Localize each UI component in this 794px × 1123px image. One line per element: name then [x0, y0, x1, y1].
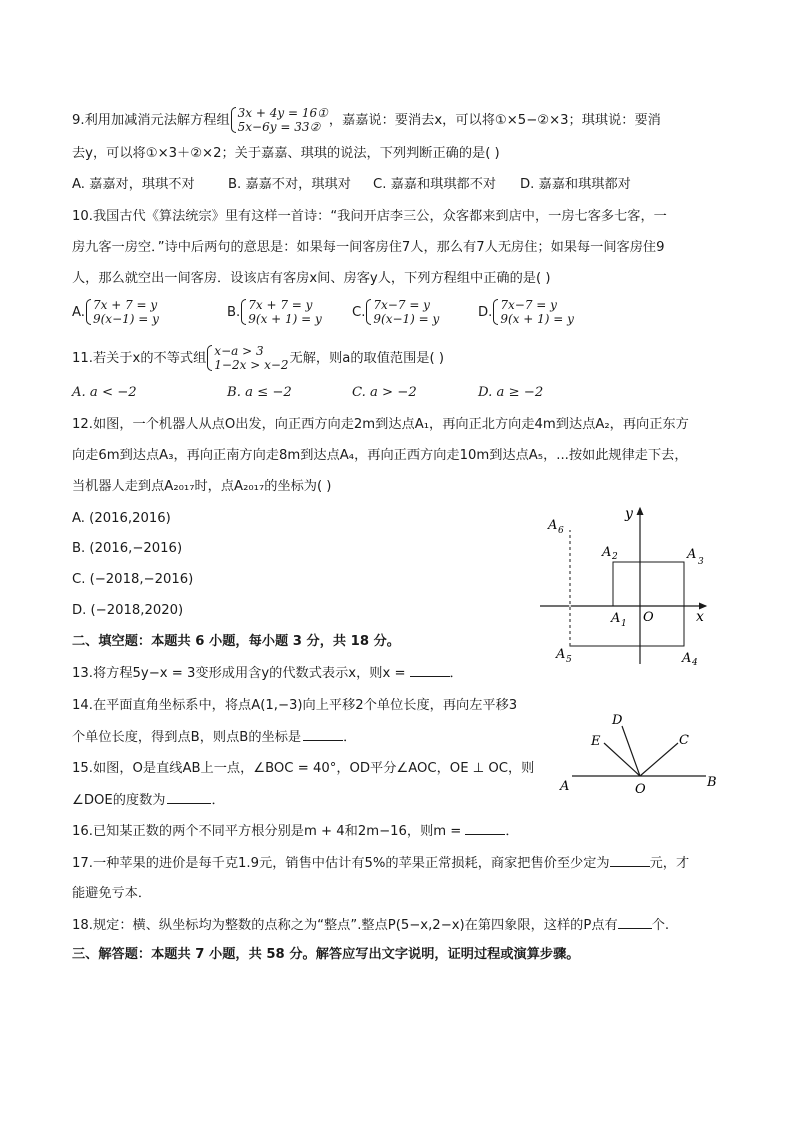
q10-option-a	[72, 298, 160, 326]
q10-option-c-system	[366, 298, 439, 326]
q10-line2: 房九客一房空．”诗中后两句的意思是：如果每一间客房住7人，那么有7人无房住；如果每一间客房住9	[72, 240, 665, 255]
q10-option-d	[478, 298, 575, 326]
label-a3: A	[687, 547, 697, 562]
q11-text2: 无解，则a的取值范围是( )	[289, 351, 444, 366]
q15-line2	[72, 791, 225, 810]
q9-eq2: 5x−6y = 33②	[237, 120, 321, 134]
q9-num: 9.	[72, 113, 85, 128]
q12-option-c: C. (−2018,−2016)	[72, 572, 194, 587]
label-a6: A	[548, 518, 558, 533]
label-a2: A	[602, 545, 612, 560]
q10-option-a-system	[86, 298, 159, 326]
q11-option-a: A. a < −2	[72, 385, 137, 400]
q15-line1: 15.如图，O是直线AB上一点，∠BOC = 40°，OD平分∠AOC，OE ⊥ OC，则	[72, 761, 535, 776]
label-a5-sub: 5	[566, 655, 572, 665]
q14-answer-blank[interactable]	[303, 728, 343, 741]
ray-oc	[640, 743, 678, 776]
label-a1: A	[611, 611, 621, 626]
q11-option-c: C. a > −2	[352, 385, 417, 400]
q10-c-eq2: 9(x−1) = y	[373, 312, 440, 326]
q9-option-d: D. 嘉嘉和琪琪都对	[520, 177, 631, 192]
label-e: E	[591, 734, 601, 749]
q15-text: ∠DOE的度数为	[72, 793, 166, 808]
q10-line3: 人，那么就空出一间客房．设该店有客房x间、房客y人，下列方程组中正确的是( )	[72, 271, 551, 286]
q16-line	[72, 822, 519, 841]
q17-line1	[72, 854, 689, 873]
q18-text: 18.规定：横、纵坐标均为整数的点称之为“整点”.整点P(5−x,2−x)在第四象限，这样的P点有	[72, 918, 618, 933]
q9-option-b: B. 嘉嘉不对，琪琪对	[228, 177, 351, 192]
q10-b-eq2: 9(x + 1) = y	[248, 312, 322, 326]
q12-option-b: B. (2016,−2016)	[72, 541, 183, 556]
q18-end: 个.	[651, 918, 670, 933]
q9-equation-system	[231, 106, 328, 134]
q16-answer-blank[interactable]	[465, 822, 505, 835]
q10-option-b-system	[241, 298, 322, 326]
q10-option-a-label: A.	[72, 305, 85, 320]
q13-text: 13.将方程5y−x = 3变形成用含y的代数式表示x，则x =	[72, 666, 406, 681]
q14-text: 个单位长度，得到点B，则点B的坐标是	[72, 730, 302, 745]
label-a3-sub: 3	[698, 557, 704, 567]
q10-a-eq2: 9(x−1) = y	[92, 312, 159, 326]
q10-option-d-system	[493, 298, 574, 326]
q10-d-eq2: 9(x + 1) = y	[500, 312, 574, 326]
label-d: D	[612, 713, 623, 728]
label-a4: A	[682, 651, 692, 666]
q12-coordinate-figure	[530, 500, 720, 672]
q10-option-c	[352, 298, 440, 326]
x-axis-label: x	[696, 609, 704, 625]
q10-option-b-label: B.	[227, 305, 241, 320]
q17-line2: 能避免亏本．	[72, 886, 152, 901]
q18-answer-blank[interactable]	[618, 916, 652, 929]
q9-option-c: C. 嘉嘉和琪琪都不对	[373, 177, 497, 192]
q17-answer-blank[interactable]	[610, 854, 650, 867]
q10-d-eq1: 7x−7 = y	[500, 298, 557, 312]
q17-text: 17.一种苹果的进价是每千克1.9元，销售中估计有5%的苹果正常损耗，商家把售价至少定为	[72, 856, 610, 871]
q15-angle-figure	[556, 706, 722, 798]
q12-option-a: A. (2016,2016)	[72, 511, 171, 526]
q11-option-b: B. a ≤ −2	[227, 385, 292, 400]
q16-end: ．	[505, 824, 519, 839]
q11-eq1: x−a > 3	[214, 344, 264, 358]
q10-c-eq1: 7x−7 = y	[373, 298, 430, 312]
label-a: A	[560, 779, 570, 794]
q11-option-d: D. a ≥ −2	[478, 385, 544, 400]
label-a1-sub: 1	[621, 619, 627, 629]
q10-b-eq1: 7x + 7 = y	[248, 298, 313, 312]
q12-line3: 当机器人走到点A₂₀₁₇时，点A₂₀₁₇的坐标为( )	[72, 479, 332, 494]
q10-option-d-label: D.	[478, 305, 493, 320]
q9-line2: 去y，可以将①×3＋②×2；关于嘉嘉、琪琪的说法，下列判断正确的是( )	[72, 146, 500, 161]
q11-line1	[72, 344, 444, 372]
label-c: C	[679, 733, 689, 748]
label-b: B	[707, 775, 717, 790]
label-a5: A	[556, 647, 566, 662]
section-3-heading: 三、解答题：本题共 7 小题，共 58 分。解答应写出文字说明，证明过程或演算步骤。	[72, 947, 580, 962]
q12-line1: 12.如图，一个机器人从点O出发，向正西方向走2m到达点A₁，再向正北方向走4m到达点A₂，再向正东方	[72, 417, 689, 432]
q13-line	[72, 664, 463, 683]
q17-text-after: 元，才	[649, 856, 690, 871]
q18-line	[72, 916, 669, 935]
q10-option-c-label: C.	[352, 305, 366, 320]
q14-end: ．	[343, 730, 357, 745]
q13-answer-blank[interactable]	[410, 664, 450, 677]
label-a2-sub: 2	[612, 552, 618, 562]
q11-inequality-system	[207, 344, 288, 372]
q11-text1: 若关于x的不等式组	[92, 351, 207, 366]
q15-end: ．	[211, 793, 225, 808]
label-o: O	[635, 782, 646, 797]
q11-eq2: 1−2x > x−2	[214, 358, 289, 372]
y-axis-label: y	[625, 506, 633, 522]
q15-answer-blank[interactable]	[167, 791, 211, 804]
q9-eq1: 3x + 4y = 16①	[237, 106, 328, 120]
origin-label: O	[643, 610, 654, 625]
q14-line1: 14.在平面直角坐标系中，将点A(1,−3)向上平移2个单位长度，再向左平移3	[72, 698, 518, 713]
section-2-heading: 二、填空题：本题共 6 小题，每小题 3 分，共 18 分。	[72, 634, 400, 649]
q11-num: 11.	[72, 351, 93, 366]
label-a4-sub: 4	[692, 658, 698, 668]
q10-option-b	[227, 298, 323, 326]
robot-path	[570, 530, 684, 646]
q12-option-d: D. (−2018,2020)	[72, 603, 184, 618]
label-a6-sub: 6	[558, 526, 564, 536]
q10-line1: 10.我国古代《算法统宗》里有这样一首诗：“我问开店李三公，众客都来到店中，一房七客多七客，一	[72, 209, 667, 224]
q9-text1: 利用加减消元法解方程组	[84, 113, 230, 128]
q9-text2: ，嘉嘉说：要消去x，可以将①×5−②×3；琪琪说：要消	[328, 113, 661, 128]
q9-option-a: A. 嘉嘉对，琪琪不对	[72, 177, 195, 192]
q16-text: 16.已知某正数的两个不同平方根分别是m + 4和2m−16，则m =	[72, 824, 462, 839]
q10-a-eq1: 7x + 7 = y	[92, 298, 158, 312]
q14-line2	[72, 728, 356, 747]
q9-line1	[72, 106, 661, 134]
q13-end: ．	[449, 666, 463, 681]
q12-line2: 向走6m到达点A₃，再向正南方向走8m到达点A₄，再向正西方向走10m到达点A₅，...按如此规律走下去，	[72, 448, 688, 463]
